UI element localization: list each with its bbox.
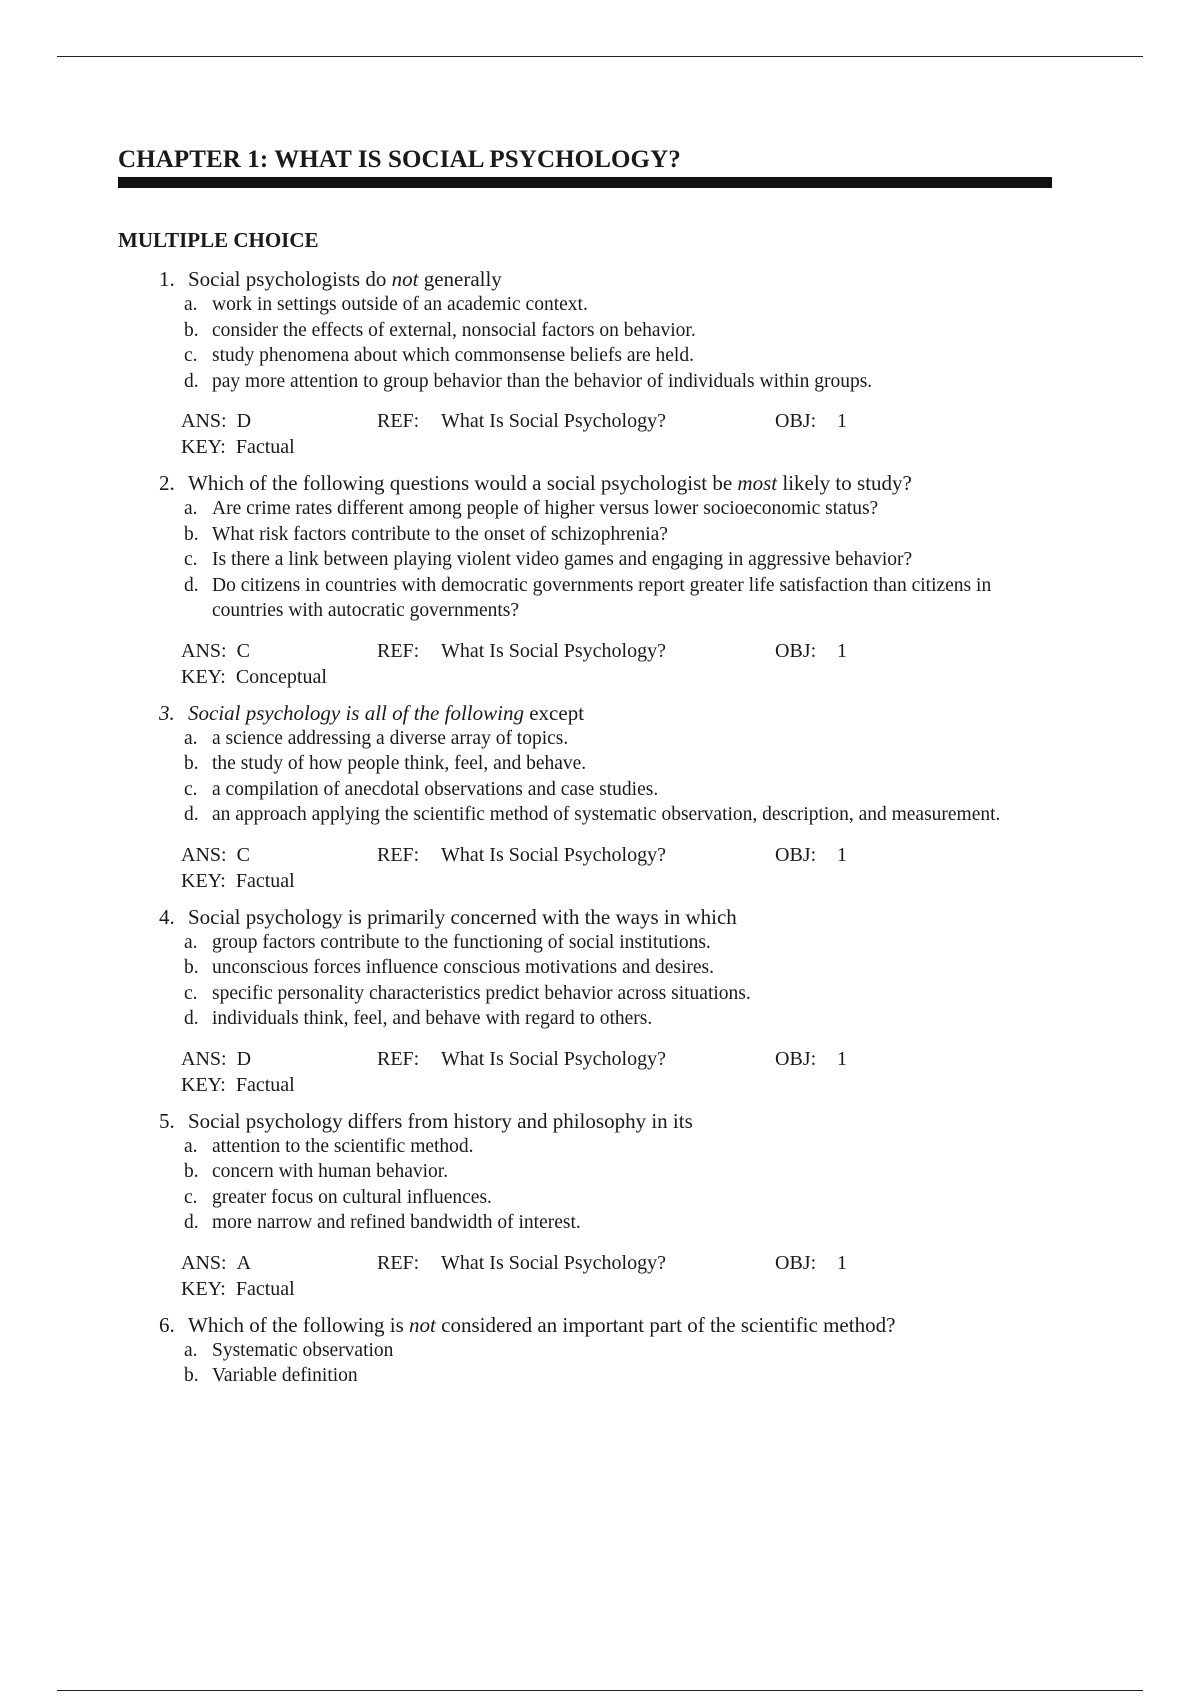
option-letter [118,777,212,803]
question-item [118,470,1118,690]
option-letter-text: a. [184,1135,198,1157]
keyword-row [181,868,1118,894]
keyword-row [181,1276,1118,1302]
reference-label: REF: [377,1251,420,1274]
question-text-stem-italic: Social psychology is all of the following [188,700,524,725]
objective-field [775,1250,847,1276]
option-letter [118,522,212,548]
reference-label: REF: [377,639,420,662]
option-item [118,751,1118,777]
option-letter [118,751,212,777]
objective-value: 1 [837,1047,847,1070]
question-text-stem-pre: Which of the following questions would a social psychologist be [188,471,738,495]
option-item [118,1338,1118,1364]
option-letter-text: d. [184,370,199,392]
question-text [181,266,502,292]
option-text: Variable definition [212,1365,358,1386]
option-item [118,726,1118,752]
question-stem [118,904,1118,930]
reference-value: What Is Social Psychology? [441,639,666,662]
answer-value: D [236,410,252,432]
objective-value: 1 [837,639,847,662]
question-text-stem-post: considered an important part of the scientific method? [435,1312,896,1337]
question-text-stem-pre: Social psychologists do [188,267,392,291]
option-list [118,930,1118,1032]
keyword-row [181,434,1118,460]
question-text-stem-post: generally [418,267,502,291]
option-letter-text: c. [184,1186,198,1208]
option-letter-text: a. [184,294,198,315]
answer-metadata [181,638,1118,690]
option-text: What risk factors contribute to the onset of schizophrenia? [212,523,668,545]
objective-field [775,842,847,868]
option-text: unconscious forces influence conscious motivations and desires. [212,957,715,978]
reference-label: REF: [377,843,420,866]
question-stem [118,1108,1118,1134]
option-letter-text: b. [184,753,199,774]
option-text: specific personality characteristics predict behavior across situations. [212,982,751,1004]
question-text [181,700,584,726]
option-letter [118,547,212,573]
question-number-text: 6. [159,1312,175,1337]
keyword-row [181,664,1118,690]
question-stem [118,700,1118,726]
answer-field [181,842,377,868]
objective-label: OBJ: [775,639,817,662]
question-text-stem-italic: most [737,471,778,495]
question-number-text: 3. [159,700,175,725]
option-letter [118,802,212,828]
question-text-stem-post: except [523,700,585,725]
question-number [118,700,181,726]
reference-label: REF: [377,410,420,432]
option-letter-text: c. [184,345,198,366]
option-letter [118,1006,212,1032]
option-letter [118,369,212,395]
option-list [118,1338,1118,1389]
answer-meta-row [181,1250,1118,1276]
key-label: KEY: [181,665,226,688]
question-text [181,470,912,496]
keyword-row [181,1072,1118,1098]
option-letter-text: d. [184,574,199,596]
option-letter [118,955,212,981]
answer-value: C [236,639,250,662]
option-item [118,318,1118,344]
question-number [118,266,181,292]
option-letter [118,1134,212,1160]
option-text: work in settings outside of an academic context. [212,294,588,315]
question-text [181,904,737,930]
top-rule [57,56,1143,57]
answer-value: C [236,843,250,866]
question-number-text: 5. [159,1108,175,1133]
option-text: the study of how people think, feel, and behave. [212,753,587,774]
answer-metadata [181,1250,1118,1302]
option-letter [118,981,212,1007]
reference-field [377,1250,775,1276]
option-letter-text: d. [184,1008,199,1029]
option-letter-text: b. [184,957,199,978]
key-label: KEY: [181,869,226,892]
option-letter-text: c. [184,549,198,570]
question-number-text: 1. [159,267,175,291]
question-list [118,266,1118,1399]
option-letter-text: a. [184,931,198,953]
objective-label: OBJ: [775,410,817,432]
option-letter-text: a. [184,1339,198,1361]
option-item [118,802,1118,828]
answer-meta-row [181,638,1118,664]
answer-label: ANS: [181,410,227,432]
bottom-rule [57,1690,1143,1691]
option-item [118,547,1118,573]
option-text: pay more attention to group behavior than the behavior of individuals within groups. [212,370,873,392]
question-text-stem-italic: not [409,1312,436,1337]
objective-label: OBJ: [775,1251,817,1274]
option-item [118,496,1118,522]
option-text: attention to the scientific method. [212,1135,474,1157]
option-letter [118,1338,212,1364]
option-letter-text: d. [184,804,199,825]
answer-metadata [181,842,1118,894]
objective-value: 1 [837,410,847,432]
option-letter-text: a. [184,727,198,749]
question-text [181,1312,895,1338]
option-text: study phenomena about which commonsense beliefs are held. [212,345,694,366]
question-text-stem-pre: Social psychology differs from history and philosophy in its [188,1108,693,1133]
option-letter [118,496,212,522]
answer-label: ANS: [181,1251,227,1274]
reference-value: What Is Social Psychology? [441,843,666,866]
option-item [118,1159,1118,1185]
option-letter-text: c. [184,778,198,800]
answer-value: A [236,1251,252,1274]
key-label: KEY: [181,1277,226,1300]
option-letter-text: b. [184,523,199,545]
option-item [118,1363,1118,1389]
option-text: Is there a link between playing violent video games and engaging in aggressive behavior? [212,549,913,570]
option-letter [118,292,212,318]
answer-label: ANS: [181,843,227,866]
option-text: group factors contribute to the functioning of social institutions. [212,931,711,953]
option-item [118,573,1118,624]
option-letter-text: a. [184,498,198,519]
key-value: Conceptual [235,665,327,688]
objective-label: OBJ: [775,843,817,866]
option-letter [118,1185,212,1211]
option-item [118,1210,1118,1236]
answer-value: D [236,1047,252,1070]
option-item [118,292,1118,318]
option-letter [118,930,212,956]
question-text-stem-italic: not [391,267,419,291]
option-item [118,522,1118,548]
answer-label: ANS: [181,1047,227,1070]
option-item [118,369,1118,395]
option-letter-text: c. [184,982,198,1004]
option-text: a science addressing a diverse array of topics. [212,727,569,749]
question-number [118,1312,181,1338]
answer-meta-row [181,408,1118,434]
reference-value: What Is Social Psychology? [441,1251,666,1274]
key-value: Factual [235,869,295,892]
question-number [118,470,181,496]
answer-metadata [181,1046,1118,1098]
answer-meta-row [181,842,1118,868]
option-list [118,726,1118,828]
option-letter [118,1210,212,1236]
question-number [118,1108,181,1134]
question-stem [118,470,1118,496]
option-text: individuals think, feel, and behave with regard to others. [212,1008,653,1029]
section-heading: MULTIPLE CHOICE [118,228,319,252]
question-stem [118,266,1118,292]
reference-field [377,408,775,434]
option-letter [118,726,212,752]
key-label: KEY: [181,1073,226,1096]
option-item [118,1185,1118,1211]
key-value: Factual [235,436,295,458]
option-letter [118,318,212,344]
objective-value: 1 [837,843,847,866]
question-text-stem-pre: Social psychology is primarily concerned with the ways in which [188,904,737,929]
chapter-title: CHAPTER 1: WHAT IS SOCIAL PSYCHOLOGY? [118,146,681,173]
title-underline-bar [118,177,1052,188]
option-text: greater focus on cultural influences. [212,1186,492,1208]
option-item [118,343,1118,369]
question-number-text: 4. [159,904,175,929]
option-text: an approach applying the scientific method of systematic observation, description, and measurement. [212,804,1001,825]
answer-field [181,638,377,664]
question-item [118,700,1118,894]
option-text: a compilation of anecdotal observations and case studies. [212,778,659,800]
option-text: Do citizens in countries with democratic governments report greater life satisfaction than citizens in countries with autocratic governments? [212,574,992,621]
question-item [118,266,1118,460]
reference-value: What Is Social Psychology? [441,1047,666,1070]
option-text: Systematic observation [212,1339,394,1361]
question-item [118,1312,1118,1389]
option-letter [118,1363,212,1389]
option-letter [118,1159,212,1185]
reference-field [377,638,775,664]
option-text: more narrow and refined bandwidth of interest. [212,1212,581,1233]
option-letter-text: b. [184,1365,199,1386]
option-item [118,955,1118,981]
option-text: Are crime rates different among people of higher versus lower socioeconomic status? [212,498,879,519]
objective-label: OBJ: [775,1047,817,1070]
answer-meta-row [181,1046,1118,1072]
objective-field [775,408,847,434]
question-text-stem-post: likely to study? [777,471,912,495]
question-item [118,904,1118,1098]
option-letter-text: b. [184,1161,199,1182]
option-item [118,930,1118,956]
question-text [181,1108,693,1134]
objective-value: 1 [837,1251,847,1274]
option-letter-text: b. [184,319,199,341]
answer-label: ANS: [181,639,227,662]
question-item [118,1108,1118,1302]
key-label: KEY: [181,436,226,458]
option-text: consider the effects of external, nonsocial factors on behavior. [212,319,696,341]
question-number [118,904,181,930]
question-stem [118,1312,1118,1338]
option-item [118,1134,1118,1160]
option-letter [118,573,212,624]
option-list [118,496,1118,624]
answer-field [181,408,377,434]
option-item [118,1006,1118,1032]
answer-field [181,1046,377,1072]
option-letter [118,343,212,369]
reference-field [377,842,775,868]
answer-metadata [181,408,1118,460]
answer-field [181,1250,377,1276]
option-text: concern with human behavior. [212,1161,449,1182]
option-list [118,292,1118,394]
option-list [118,1134,1118,1236]
key-value: Factual [235,1073,295,1096]
reference-field [377,1046,775,1072]
option-letter-text: d. [184,1212,199,1233]
reference-label: REF: [377,1047,420,1070]
objective-field [775,638,847,664]
option-item [118,777,1118,803]
question-number-text: 2. [159,471,175,495]
reference-value: What Is Social Psychology? [441,410,666,432]
option-item [118,981,1118,1007]
key-value: Factual [235,1277,295,1300]
question-text-stem-pre: Which of the following is [188,1312,410,1337]
objective-field [775,1046,847,1072]
